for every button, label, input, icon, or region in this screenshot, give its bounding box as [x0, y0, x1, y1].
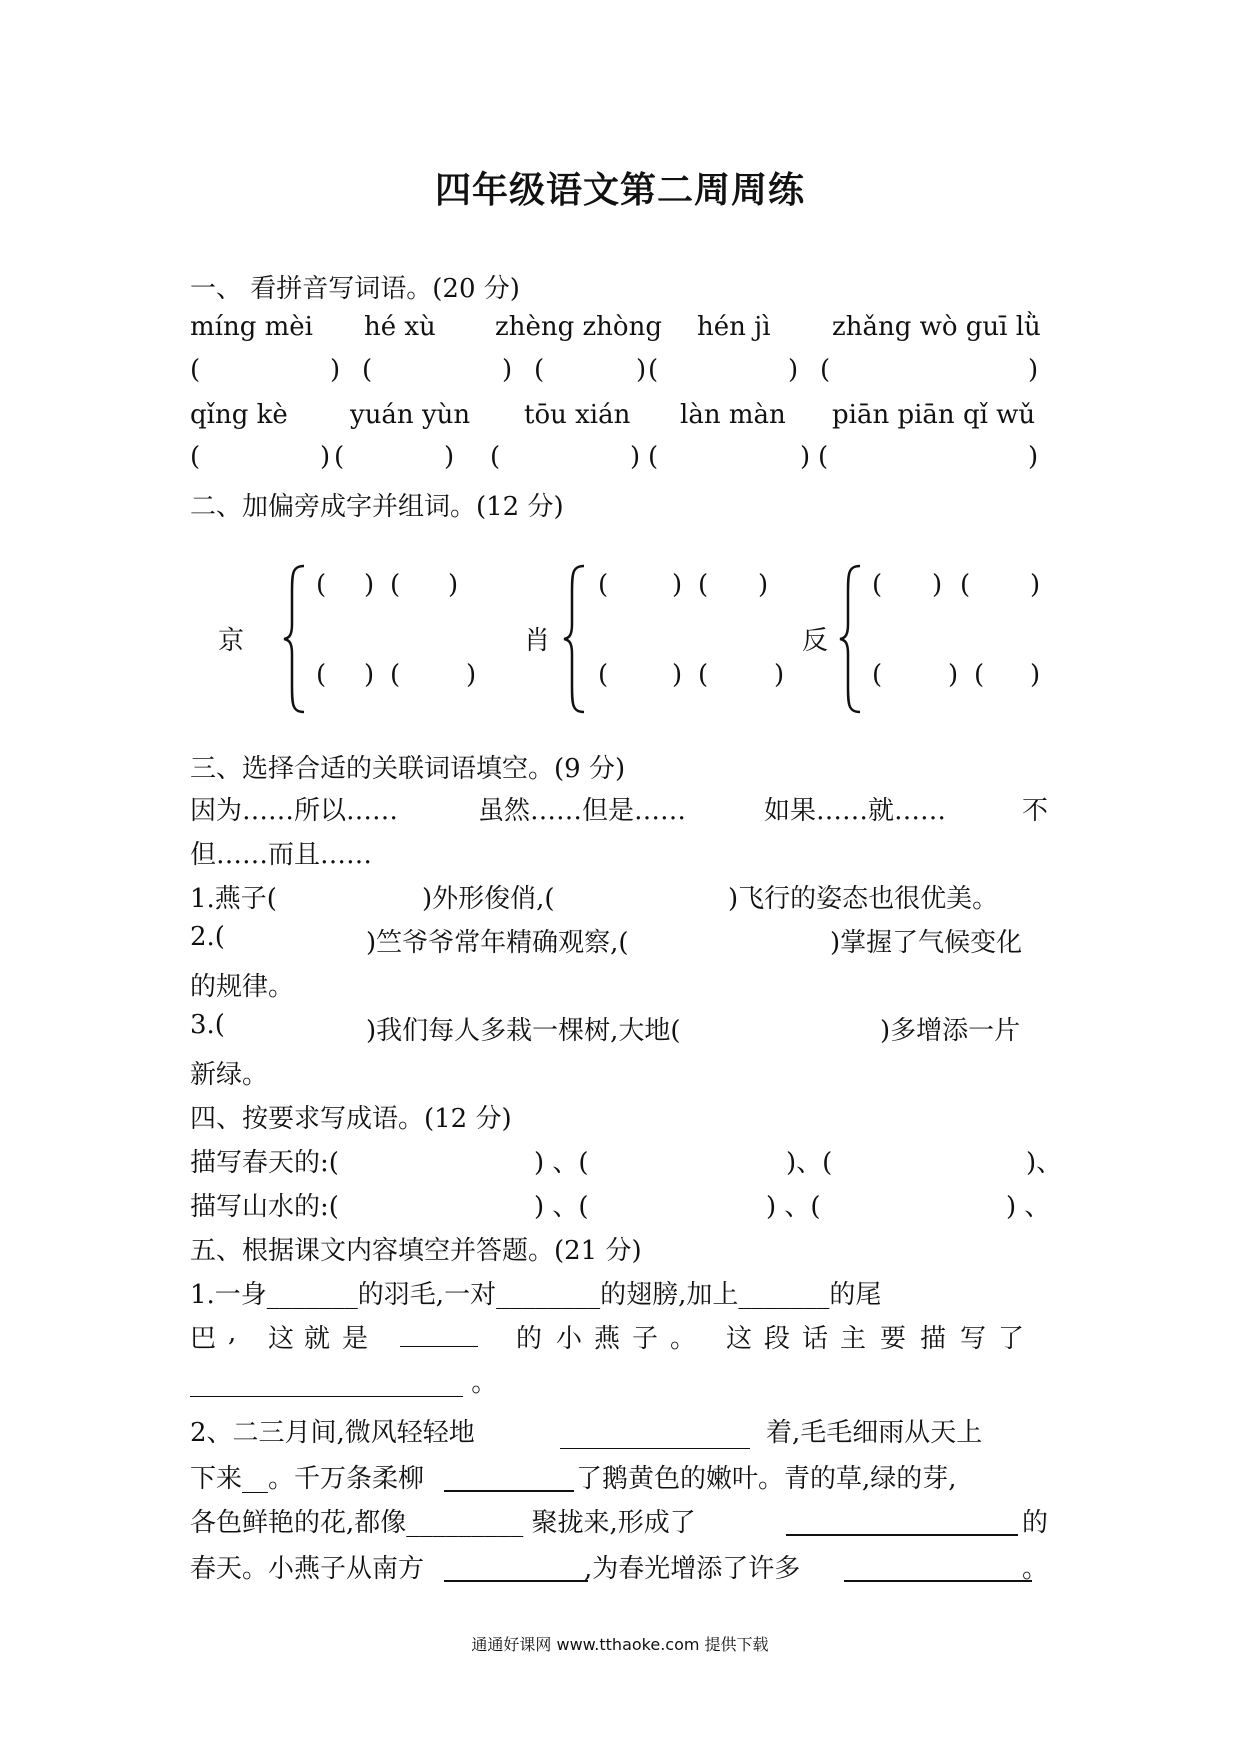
q1-part: )飞行的姿态也很优美。	[728, 884, 999, 914]
s5-q2-line4	[190, 1548, 1050, 1584]
paren-close: )	[758, 570, 769, 600]
option: 虽然……但是……	[478, 796, 687, 826]
pinyin-row-1	[190, 312, 1050, 348]
paren-open: (	[872, 660, 883, 690]
page-title: 四年级语文第二周周练	[434, 170, 805, 211]
char: 要	[880, 1324, 907, 1354]
text: 各色鲜艳的花,都像_________ 聚拢来,形成了	[190, 1508, 696, 1538]
char: 这	[268, 1324, 295, 1354]
pinyin: yuán yùn	[350, 400, 471, 430]
paren-close: )	[630, 442, 641, 472]
paren-close: )	[1030, 570, 1041, 600]
q3-part: )我们每人多栽一棵树,大地(	[366, 1016, 681, 1046]
char: 写	[960, 1324, 987, 1354]
paren-close: )	[774, 660, 785, 690]
s5-q1-line3: _____________________ 。	[190, 1368, 498, 1398]
s5-q2-line2	[190, 1458, 1050, 1494]
char: 就	[304, 1324, 331, 1354]
s3-question-2	[190, 922, 1050, 958]
paren-close: )	[1028, 355, 1039, 385]
s5-q2-line1	[190, 1412, 1050, 1448]
q2-part: )掌握了气候变化	[830, 928, 1023, 958]
fill-blank	[444, 1490, 574, 1492]
section2-heading: 二、加偏旁成字并组词。(12 分)	[190, 492, 564, 522]
pinyin: zhǎng wò guī lǜ	[832, 312, 1041, 342]
paren-open: (	[598, 570, 609, 600]
paren-open: (	[190, 442, 201, 472]
paren-close: )	[636, 355, 647, 385]
paren-open: (	[960, 570, 971, 600]
paren-open: (	[872, 570, 883, 600]
paren-close: )	[364, 570, 375, 600]
paren-close: )	[788, 355, 799, 385]
text: 的	[1022, 1508, 1049, 1538]
pinyin: qǐng kè	[190, 400, 288, 430]
paren-close: )	[466, 660, 477, 690]
paren-open: (	[648, 355, 659, 385]
spring-label: 描写春天的:(	[190, 1148, 339, 1178]
char: 燕	[594, 1324, 621, 1354]
char: 的	[516, 1324, 543, 1354]
separator: )、	[1026, 1148, 1063, 1178]
pinyin: piān piān qǐ wǔ	[832, 400, 1036, 430]
s5-q2-line3	[190, 1502, 1050, 1538]
text: 春天。小燕子从南方	[190, 1554, 425, 1584]
s5-q1-line1: 1.一身_______的羽毛,一对________的翅膀,加上_______的尾	[190, 1280, 882, 1310]
option: 不	[1022, 796, 1049, 826]
paren-close: )	[502, 355, 513, 385]
paren-open: (	[818, 442, 829, 472]
idiom-spring-row	[190, 1142, 1063, 1178]
option: 如果……就……	[764, 796, 947, 826]
paren-open: (	[190, 355, 201, 385]
char: 。	[670, 1324, 697, 1354]
char: 段	[764, 1324, 791, 1354]
fill-blank	[444, 1580, 588, 1582]
option: 因为……所以……	[190, 796, 399, 826]
char: ,	[228, 1318, 237, 1348]
separator: )、(	[786, 1148, 833, 1178]
char: 子	[632, 1324, 659, 1354]
option-continued: 但……而且……	[190, 840, 373, 870]
pinyin: zhèng zhòng	[495, 312, 662, 342]
pinyin: làn màn	[680, 400, 786, 430]
s3-question-3	[190, 1010, 1050, 1046]
text: 下来__。千万条柔柳	[190, 1464, 425, 1494]
paren-open: (	[390, 570, 401, 600]
paren-open: (	[390, 660, 401, 690]
q3-part: 3.(	[190, 1010, 225, 1040]
separator: ) 、(	[534, 1148, 589, 1178]
fill-blank	[560, 1448, 750, 1449]
radical-char-xiao: 肖	[524, 626, 551, 656]
s5-q1-line2	[190, 1318, 1050, 1354]
brace-icon	[562, 564, 588, 714]
section1-heading: 一、 看拼音写词语。(20 分)	[190, 274, 520, 304]
paren-open: (	[362, 355, 373, 385]
q3-part: )多增添一片	[880, 1016, 1021, 1046]
paren-close: )	[1030, 660, 1041, 690]
text: 。	[1022, 1554, 1049, 1584]
s3-question-2-cont: 的规律。	[190, 972, 295, 1002]
paren-open: (	[648, 442, 659, 472]
pinyin: hén jì	[697, 312, 771, 342]
brace-icon	[282, 564, 308, 714]
text: 着,毛毛细雨从天上	[766, 1418, 983, 1448]
paren-close: )	[1028, 442, 1039, 472]
paren-open: (	[534, 355, 545, 385]
char: 话	[802, 1324, 829, 1354]
q2-part: 2.(	[190, 922, 225, 952]
paren-close: )	[932, 570, 943, 600]
paren-close: )	[320, 442, 331, 472]
section5-heading: 五、根据课文内容填空并答题。(21 分)	[190, 1236, 642, 1266]
radical-char-jing: 京	[218, 626, 245, 656]
q1-part: )外形俊俏,(	[422, 884, 555, 914]
paren-close: )	[948, 660, 959, 690]
fill-blank	[844, 1580, 1032, 1582]
idiom-mountain-row	[190, 1186, 1050, 1222]
paren-open: (	[974, 660, 985, 690]
paren-open: (	[316, 660, 327, 690]
paren-open: (	[334, 442, 345, 472]
fill-blank	[786, 1534, 1018, 1536]
paren-close: )	[364, 660, 375, 690]
text: ,为春光增添了许多	[584, 1554, 801, 1584]
separator: ) 、(	[766, 1192, 821, 1222]
paren-open: (	[820, 355, 831, 385]
paren-open: (	[698, 570, 709, 600]
answer-paren-row-2	[190, 442, 1050, 478]
s3-question-3-cont: 新绿。	[190, 1060, 269, 1090]
paren-open: (	[316, 570, 327, 600]
paren-open: (	[598, 660, 609, 690]
separator: ) 、	[1006, 1192, 1051, 1222]
radical-char-fan: 反	[802, 626, 829, 656]
text: 2、二三月间,微风轻轻地	[190, 1418, 475, 1448]
char: 主	[840, 1324, 867, 1354]
separator: ) 、(	[534, 1192, 589, 1222]
paren-open: (	[698, 660, 709, 690]
q2-part: )竺爷爷常年精确观察,(	[366, 928, 629, 958]
mountain-label: 描写山水的:(	[190, 1192, 339, 1222]
paren-open: (	[490, 442, 501, 472]
blank: ______	[400, 1318, 478, 1348]
paren-close: )	[672, 570, 683, 600]
section3-heading: 三、选择合适的关联词语填空。(9 分)	[190, 754, 626, 784]
answer-paren-row-1	[190, 355, 1050, 391]
char: 这	[726, 1324, 753, 1354]
conjunction-options	[190, 790, 1050, 826]
brace-icon	[838, 564, 864, 714]
char: 小	[556, 1324, 583, 1354]
pinyin: tōu xián	[524, 400, 631, 430]
char: 了	[998, 1324, 1025, 1354]
paren-close: )	[330, 355, 341, 385]
q1-part: 1.燕子(	[190, 884, 277, 914]
char: 巴	[190, 1324, 217, 1354]
pinyin: míng mèi	[190, 312, 313, 342]
paren-close: )	[444, 442, 455, 472]
text: 了鹅黄色的嫩叶。青的草,绿的芽,	[576, 1464, 957, 1494]
paren-close: )	[448, 570, 459, 600]
s3-question-1	[190, 878, 1050, 914]
section4-heading: 四、按要求写成语。(12 分)	[190, 1104, 512, 1134]
char: 是	[342, 1324, 369, 1354]
pinyin: hé xù	[364, 312, 436, 342]
pinyin-row-2	[190, 400, 1050, 436]
char: 描	[920, 1324, 947, 1354]
paren-close: )	[672, 660, 683, 690]
footer-credit: 通通好课网 www.tthaoke.com 提供下载	[471, 1635, 769, 1654]
paren-close: )	[800, 442, 811, 472]
